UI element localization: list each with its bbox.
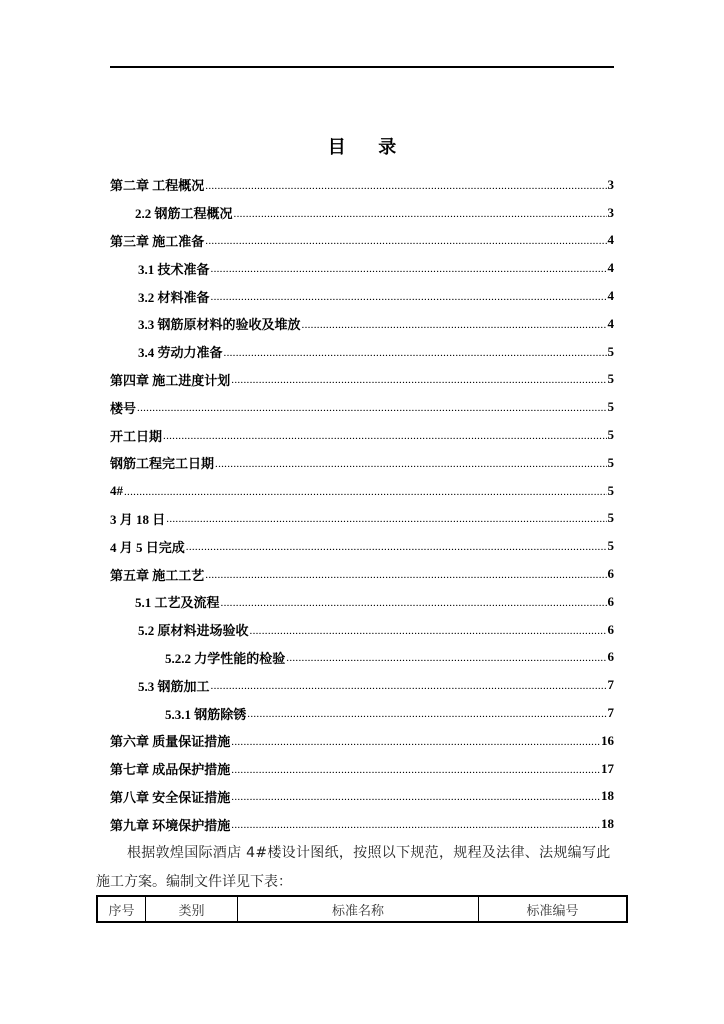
toc-entry[interactable] bbox=[110, 671, 614, 699]
header-cell-name: 标准名称 bbox=[238, 896, 479, 922]
toc-entry-label[interactable]: 第九章 环境保护措施 bbox=[110, 817, 231, 833]
toc-entry-page: 6 bbox=[607, 593, 614, 609]
toc-leader-dots bbox=[231, 734, 600, 748]
toc-entry[interactable] bbox=[110, 644, 614, 672]
toc-leader-dots bbox=[137, 400, 606, 414]
toc-entry-label[interactable]: 5.3 钢筋加工 bbox=[138, 678, 210, 694]
toc-entry[interactable] bbox=[110, 616, 614, 644]
toc-leader-dots bbox=[166, 511, 606, 525]
toc-entry-label[interactable]: 楼号 bbox=[110, 400, 137, 416]
toc-leader-dots bbox=[211, 289, 607, 303]
toc-leader-dots bbox=[205, 233, 606, 247]
toc-entry[interactable] bbox=[110, 783, 614, 811]
toc-entry-label[interactable]: 3.2 材料准备 bbox=[138, 289, 210, 305]
toc-entry[interactable] bbox=[110, 477, 614, 505]
toc-entry[interactable] bbox=[110, 366, 614, 394]
toc-entry-label[interactable]: 4# bbox=[110, 482, 123, 498]
header-cell-category: 类别 bbox=[146, 896, 238, 922]
toc-entry-page: 6 bbox=[607, 621, 614, 637]
toc-leader-dots bbox=[302, 317, 607, 331]
standards-table bbox=[96, 895, 628, 923]
toc-entry-page: 18 bbox=[601, 816, 614, 832]
toc-entry[interactable] bbox=[110, 532, 614, 560]
toc-leader-dots bbox=[163, 428, 606, 442]
toc-entry-page: 5 bbox=[607, 427, 614, 443]
toc-entry-page: 5 bbox=[607, 454, 614, 470]
toc-entry[interactable] bbox=[110, 254, 614, 282]
toc-leader-dots bbox=[186, 539, 607, 553]
toc-entry-label[interactable]: 第四章 施工进度计划 bbox=[110, 372, 231, 388]
toc-entry[interactable] bbox=[110, 421, 614, 449]
toc-entry[interactable] bbox=[110, 755, 614, 783]
intro-paragraph bbox=[96, 839, 618, 897]
toc-leader-dots bbox=[215, 456, 606, 470]
toc-entry-label[interactable]: 第六章 质量保证措施 bbox=[110, 734, 231, 750]
toc-entry-page: 5 bbox=[607, 343, 614, 359]
toc-leader-dots bbox=[247, 706, 606, 720]
toc-entry[interactable] bbox=[110, 449, 614, 477]
toc-entry[interactable] bbox=[110, 727, 614, 755]
header-cell-code: 标准编号 bbox=[479, 896, 628, 922]
toc-entry-label[interactable]: 第五章 施工工艺 bbox=[110, 567, 205, 583]
toc-leader-dots bbox=[231, 372, 606, 386]
header-cell-index: 序号 bbox=[97, 896, 146, 922]
paragraph-line: 施工方案。编制文件详见下表： bbox=[96, 874, 292, 890]
paragraph-line: 根据敦煌国际酒店 4#楼设计图纸，按照以下规范，规程及法律、法规编写此 bbox=[127, 845, 611, 861]
toc-leader-dots bbox=[211, 678, 607, 692]
header-rule bbox=[110, 66, 614, 68]
toc-leader-dots bbox=[205, 567, 606, 581]
toc-entry[interactable] bbox=[110, 338, 614, 366]
toc-entry-label[interactable]: 开工日期 bbox=[110, 428, 163, 444]
toc-leader-dots bbox=[234, 206, 607, 220]
toc-entry-label[interactable]: 3.1 技术准备 bbox=[138, 261, 210, 277]
toc-leader-dots bbox=[250, 623, 607, 637]
toc-leader-dots bbox=[231, 762, 600, 776]
toc-leader-dots bbox=[231, 789, 600, 803]
toc-leader-dots bbox=[124, 484, 607, 498]
toc-entry[interactable] bbox=[110, 810, 614, 838]
toc-entry-page: 6 bbox=[607, 649, 614, 665]
toc-entry-page: 4 bbox=[607, 315, 614, 331]
toc-entry-label[interactable]: 5.2 原材料进场验收 bbox=[138, 623, 249, 639]
toc-entry[interactable] bbox=[110, 560, 614, 588]
toc-leader-dots bbox=[205, 178, 606, 192]
toc-entry-page: 7 bbox=[607, 677, 614, 693]
toc-entry-label[interactable]: 2.2 钢筋工程概况 bbox=[135, 206, 233, 222]
toc-entry-page: 6 bbox=[607, 566, 614, 582]
toc-entry-label[interactable]: 5.3.1 钢筋除锈 bbox=[165, 706, 247, 722]
toc-entry-label[interactable]: 钢筋工程完工日期 bbox=[110, 456, 215, 472]
toc-entry-page: 5 bbox=[607, 482, 614, 498]
toc-entry[interactable] bbox=[110, 393, 614, 421]
toc-entry[interactable] bbox=[110, 310, 614, 338]
toc-entry-page: 18 bbox=[601, 788, 614, 804]
table-of-contents bbox=[110, 171, 614, 838]
toc-entry-page: 5 bbox=[607, 371, 614, 387]
toc-entry-label[interactable]: 第八章 安全保证措施 bbox=[110, 789, 231, 805]
toc-entry-label[interactable]: 第二章 工程概况 bbox=[110, 178, 205, 194]
toc-entry[interactable] bbox=[110, 171, 614, 199]
toc-entry-page: 3 bbox=[607, 176, 614, 192]
toc-leader-dots bbox=[231, 817, 600, 831]
toc-leader-dots bbox=[224, 345, 607, 359]
toc-entry-page: 7 bbox=[607, 705, 614, 721]
toc-entry-page: 5 bbox=[607, 538, 614, 554]
toc-entry-page: 4 bbox=[607, 232, 614, 248]
toc-entry-label[interactable]: 3.3 钢筋原材料的验收及堆放 bbox=[138, 317, 301, 333]
toc-entry-page: 4 bbox=[607, 260, 614, 276]
toc-leader-dots bbox=[221, 595, 607, 609]
toc-leader-dots bbox=[211, 261, 607, 275]
page-title: 目 录 bbox=[327, 137, 411, 157]
toc-entry[interactable] bbox=[110, 199, 614, 227]
toc-entry-page: 3 bbox=[607, 204, 614, 220]
toc-entry-page: 4 bbox=[607, 288, 614, 304]
toc-entry[interactable] bbox=[110, 588, 614, 616]
toc-entry-page: 16 bbox=[601, 732, 614, 748]
toc-entry-label[interactable]: 3.4 劳动力准备 bbox=[138, 345, 223, 361]
toc-entry-page: 5 bbox=[607, 399, 614, 415]
toc-entry-label[interactable]: 5.1 工艺及流程 bbox=[135, 595, 220, 611]
toc-entry-label[interactable]: 4 月 5 日完成 bbox=[110, 539, 185, 555]
toc-entry-label[interactable]: 第三章 施工准备 bbox=[110, 233, 205, 249]
toc-entry-label[interactable]: 第七章 成品保护措施 bbox=[110, 762, 231, 778]
toc-entry[interactable] bbox=[110, 227, 614, 255]
toc-entry-page: 17 bbox=[601, 760, 614, 776]
toc-entry[interactable] bbox=[110, 505, 614, 533]
toc-entry-page: 5 bbox=[607, 510, 614, 526]
toc-entry-label[interactable]: 3 月 18 日 bbox=[110, 511, 166, 527]
toc-entry-label[interactable]: 5.2.2 力学性能的检验 bbox=[165, 650, 286, 666]
toc-leader-dots bbox=[286, 650, 606, 664]
toc-entry[interactable] bbox=[110, 699, 614, 727]
toc-entry[interactable] bbox=[110, 282, 614, 310]
table-header-row bbox=[97, 896, 627, 922]
